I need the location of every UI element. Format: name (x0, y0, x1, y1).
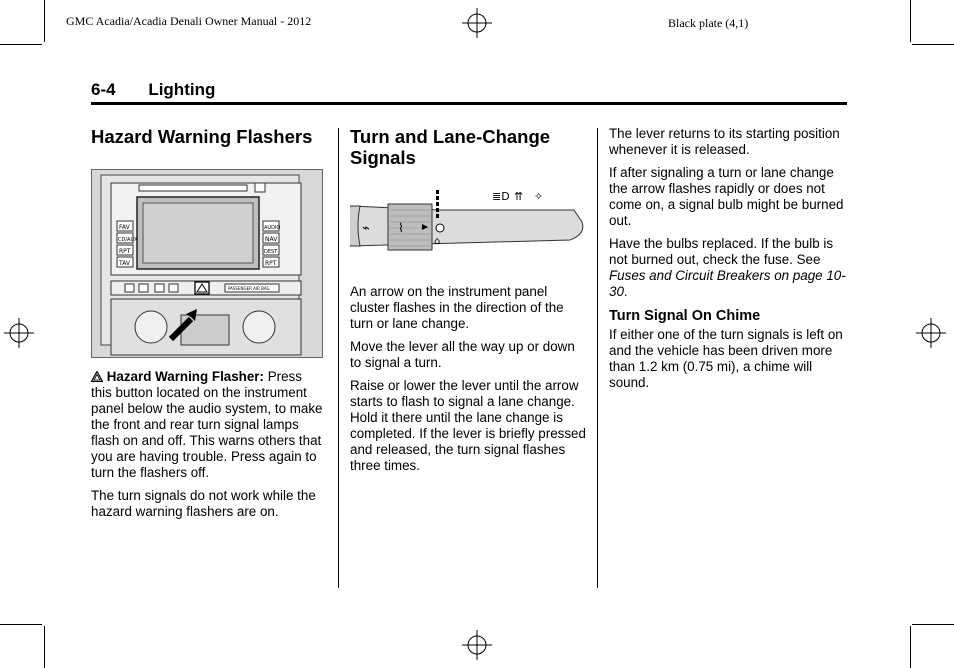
wiper-icon: ⌁ (362, 221, 370, 236)
fig-label-fav: FAV (119, 224, 130, 231)
fuse-paragraph (609, 236, 849, 300)
registration-mark-icon (462, 630, 492, 660)
section-header (91, 80, 215, 100)
flash-to-pass-icon: ⇈ (514, 190, 524, 203)
turn-signal-lever-figure (350, 182, 586, 272)
hazard-lead-bold: Hazard Warning Flasher: (106, 369, 264, 384)
section-number: 6-4 (91, 80, 116, 99)
crop-mark (0, 44, 42, 45)
chime-paragraph: If either one of the turn signals is left on and the vehicle has been driven more than 1.2 km (0.75 mi), a chime will sound. (609, 327, 843, 390)
fig-label-audio: AUDIO (264, 225, 281, 231)
lever-paragraph: The lever returns to its starting position whenever it is released. (609, 126, 840, 157)
hazard-warning-icon (91, 371, 103, 382)
crop-mark (910, 626, 911, 668)
turn-paragraph-2: Move the lever all the way up or down to signal a turn. (350, 339, 575, 370)
header-rule (91, 102, 847, 105)
hazard-lead-paragraph (91, 369, 323, 481)
fig-label-tav: TAV (119, 260, 131, 267)
turn-paragraph-1: An arrow on the instrument panel cluster flashes in the direction of the turn or lane change. (350, 284, 564, 331)
manual-title: GMC Acadia/Acadia Denali Owner Manual - 2012 (66, 14, 312, 28)
fig-label-rpt: RPT (119, 248, 131, 255)
column-divider (597, 128, 598, 588)
washer-icon: ⌇ (398, 221, 404, 235)
column-2 (350, 126, 586, 481)
crop-mark (0, 624, 42, 625)
fig-label-rpt-right: RPT (265, 260, 277, 267)
column-3 (609, 126, 849, 398)
fig-label-nav: NAV (265, 236, 278, 243)
headlamp-icon: ≣D (492, 190, 510, 203)
crop-mark (44, 626, 45, 668)
crop-mark (910, 0, 911, 42)
fuse-paragraph-end: . (623, 284, 628, 299)
registration-mark-icon (462, 8, 492, 38)
fig-label-dest: DEST (264, 249, 278, 255)
chime-subheading: Turn Signal On Chime (609, 308, 761, 324)
turn-paragraph-3: Raise or lower the lever until the arrow starts to flash to signal a lane change. Hold it there until the lane change is completed. If the lever is briefly pressed and released, the turn signal flashes three times. (350, 378, 586, 473)
wiper-small-icon: ⌂ (434, 236, 441, 247)
fuse-paragraph-text: Have the bulbs replaced. If the bulb is not burned out, check the fuse. See (609, 236, 834, 267)
column-divider (338, 128, 339, 588)
plate-label: Black plate (4,1) (668, 16, 749, 30)
fuse-reference-link[interactable]: Fuses and Circuit Breakers on page 10-30 (609, 268, 846, 299)
fig-passenger-airbag-label: PASSENGER AIR BAG (228, 286, 270, 291)
registration-mark-icon (4, 318, 34, 348)
registration-mark-icon (916, 318, 946, 348)
wiper-front-icon: ✧ (534, 190, 544, 203)
hazard-lead-text: Press this button located on the instrument panel below the audio system, to make the front and rear turn signal lamps flash on and off. This warns others that you are having trouble. Press again to turn the flashers off. (91, 369, 323, 480)
bulb-paragraph: If after signaling a turn or lane change the arrow flashes rapidly or does not come on, a signal bulb might be burned out. (609, 165, 844, 228)
section-title: Lighting (148, 80, 216, 99)
hazard-button-figure (91, 169, 323, 359)
fig-label-cd: CD/AUX (118, 237, 138, 243)
crop-mark (44, 0, 45, 42)
crop-mark (912, 44, 954, 45)
turn-signals-heading: Turn and Lane-Change Signals (350, 126, 551, 168)
hazard-paragraph-2: The turn signals do not work while the hazard warning flashers are on. (91, 488, 316, 519)
hazard-heading: Hazard Warning Flashers (91, 126, 313, 147)
crop-mark (912, 624, 954, 625)
column-1 (91, 126, 323, 527)
